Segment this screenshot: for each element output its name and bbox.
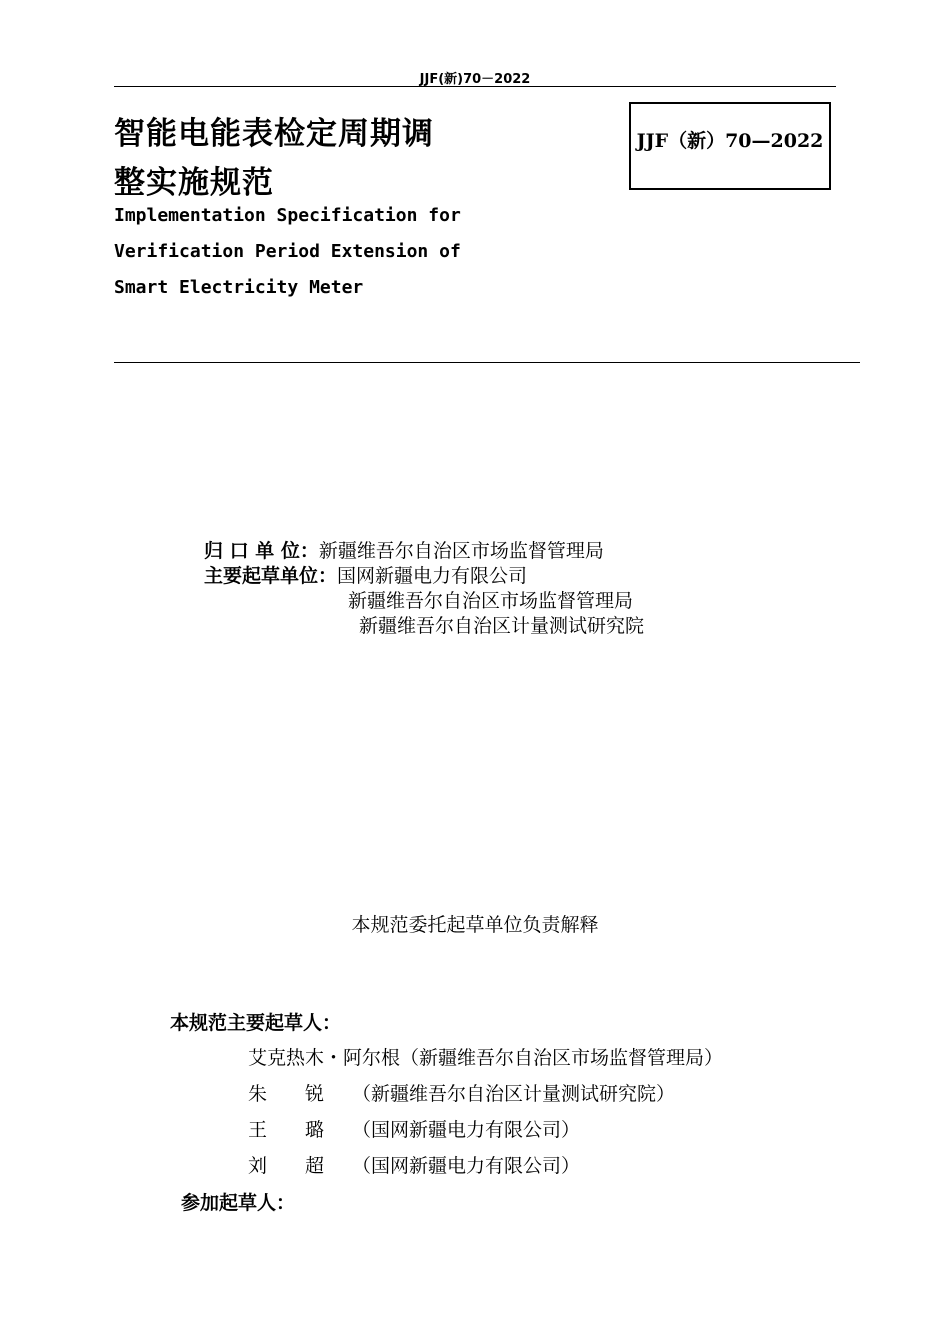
drafter-org: （新疆维吾尔自治区市场监督管理局） — [400, 1047, 724, 1069]
centralized-unit-label: 归 口 单 位： — [204, 540, 319, 562]
code-box-text: JJF（新）70—2022 — [636, 130, 824, 152]
title-en-line-3: Smart Electricity Meter — [114, 277, 364, 298]
drafter-row — [248, 1115, 580, 1142]
drafter-name: 王 璐 — [248, 1119, 325, 1141]
title-en-line-1: Implementation Specification for — [114, 205, 461, 226]
header-code: JJF(新)70－2022 — [419, 72, 531, 87]
main-drafters-label: 本规范主要起草人： — [170, 1012, 342, 1034]
drafting-unit — [204, 561, 527, 588]
drafter-name: 艾克热木・阿尔根 — [248, 1047, 401, 1069]
title-rule — [114, 362, 860, 363]
header-rule — [114, 86, 836, 87]
centralized-unit-value: 新疆维吾尔自治区市场监督管理局 — [318, 540, 604, 562]
drafting-unit-label: 主要起草单位： — [204, 565, 338, 587]
drafter-org: （国网新疆电力有限公司） — [352, 1155, 581, 1177]
drafter-row — [248, 1151, 580, 1178]
drafter-name: 刘 超 — [248, 1155, 325, 1177]
drafter-name: 朱 锐 — [248, 1083, 325, 1105]
drafting-unit-1: 国网新疆电力有限公司 — [337, 565, 528, 587]
drafter-org: （新疆维吾尔自治区计量测试研究院） — [352, 1083, 676, 1105]
title-en-line-2: Verification Period Extension of — [114, 241, 461, 262]
drafting-unit-3: 新疆维吾尔自治区计量测试研究院 — [359, 615, 645, 637]
code-box — [629, 102, 831, 190]
drafter-org: （国网新疆电力有限公司） — [352, 1119, 581, 1141]
interpretation-note: 本规范委托起草单位负责解释 — [351, 914, 599, 936]
title-zh-line-2: 整实施规范 — [114, 165, 274, 201]
centralized-unit — [204, 536, 604, 563]
drafting-unit-2: 新疆维吾尔自治区市场监督管理局 — [348, 590, 634, 612]
title-zh-line-1: 智能电能表检定周期调 — [114, 116, 434, 152]
drafter-row — [248, 1043, 723, 1070]
drafter-row — [248, 1079, 675, 1106]
participating-drafters-label: 参加起草人： — [181, 1192, 296, 1214]
